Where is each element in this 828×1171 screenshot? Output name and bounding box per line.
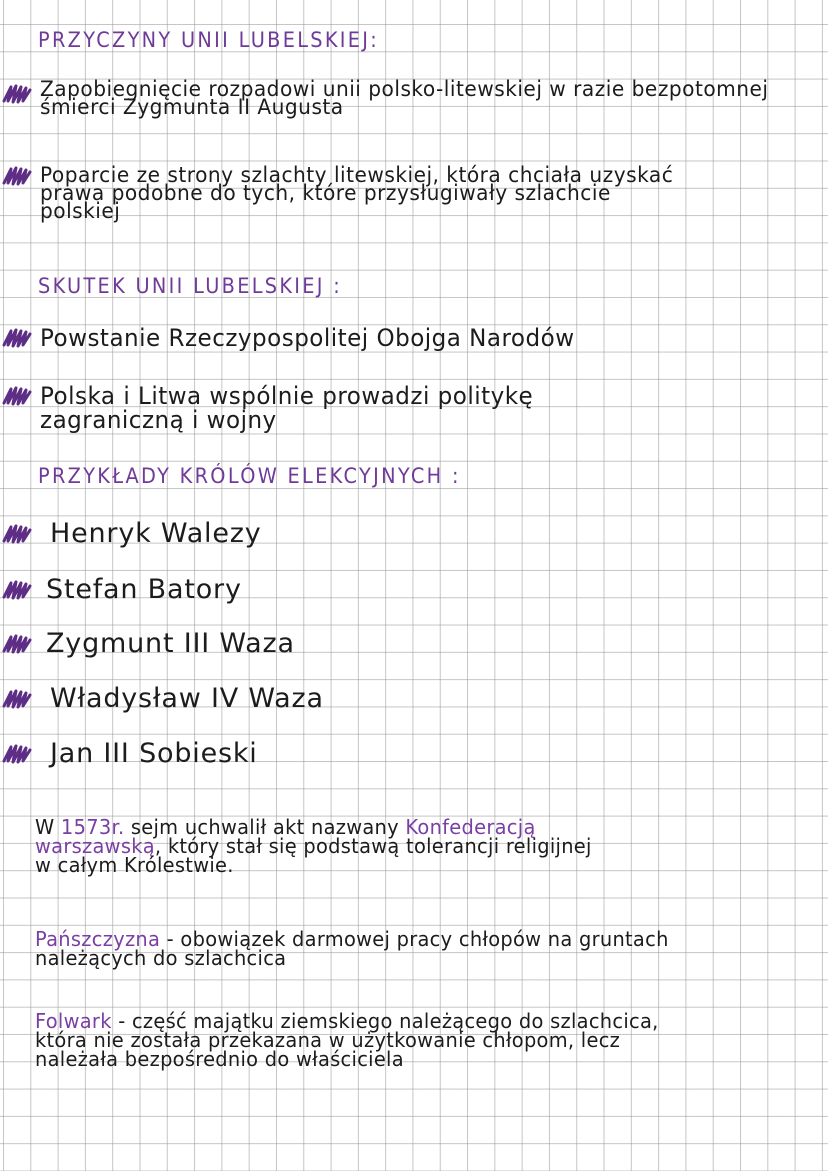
purple-scribble-bullet-icon: [2, 634, 32, 654]
purple-scribble-bullet-icon: [2, 386, 32, 406]
paragraph-line: należących do szlachcica: [35, 946, 287, 970]
bullet-line: Polska i Litwa wspólnie prowadzi politykę: [40, 382, 534, 410]
text: -: [160, 927, 181, 951]
text: sejm uchwalił akt nazwany: [124, 815, 406, 839]
bullet-line: zagraniczną i wojny: [40, 406, 277, 434]
heading-kings: PRZYKŁADY KRÓLÓW ELEKCYJNYCH :: [38, 464, 461, 488]
bullet-line: Powstanie Rzeczypospolitej Obojga Narodów: [40, 324, 575, 352]
bullet-line: śmierci Zygmunta II Augusta: [40, 95, 344, 119]
purple-scribble-bullet-icon: [2, 524, 32, 544]
bullet-line: prawa podobne do tych, które przysługiwały szlachcie: [40, 181, 611, 205]
king-name: Stefan Batory: [46, 574, 242, 605]
term-highlight: Pańszczyzna: [35, 927, 161, 951]
term-highlight: warszawską: [35, 834, 155, 858]
king-name: Henryk Walezy: [50, 518, 262, 549]
king-name: Zygmunt III Waza: [46, 628, 295, 659]
bullet-line: Zapobiegnięcie rozpadowi unii polsko-litewskiej w razie bezpotomnej: [40, 77, 769, 101]
paragraph-line: która nie została przekazana w użytkowanie chłopom, lecz: [35, 1028, 621, 1052]
king-name: Jan III Sobieski: [50, 738, 258, 769]
term-highlight: Konfederacją: [405, 815, 536, 839]
definition-folwark: [35, 1009, 800, 1071]
purple-scribble-bullet-icon: [2, 328, 32, 348]
text: -: [111, 1009, 132, 1033]
purple-scribble-bullet-icon: [2, 84, 32, 104]
paragraph-line: w całym Królestwie.: [35, 853, 234, 877]
purple-scribble-bullet-icon: [2, 689, 32, 709]
heading-causes: PRZYCZYNY UNII LUBELSKIEJ:: [38, 28, 380, 52]
bullet-line: polskiej: [40, 199, 121, 223]
purple-scribble-bullet-icon: [2, 744, 32, 764]
paragraph-line: należała bezpośrednio do właściciela: [35, 1047, 404, 1071]
purple-scribble-bullet-icon: [2, 166, 32, 186]
heading-effects: SKUTEK UNII LUBELSKIEJ :: [38, 274, 343, 298]
text: część majątku ziemskiego należącego do szlachcica,: [131, 1009, 659, 1033]
text: obowiązek darmowej pracy chłopów na gruntach: [180, 927, 669, 951]
text: , który stał się podstawą tolerancji religijnej: [154, 834, 592, 858]
purple-scribble-bullet-icon: [2, 580, 32, 600]
confederation-paragraph: [35, 815, 800, 877]
definition-panszczyzna: [35, 927, 800, 970]
king-name: Władysław IV Waza: [50, 683, 324, 714]
bullet-line: Poparcie ze strony szlachty litewskiej, która chciała uzyskać: [40, 163, 674, 187]
text: W: [35, 815, 61, 839]
year-highlight: 1573r.: [60, 815, 125, 839]
term-highlight: Folwark: [35, 1009, 112, 1033]
